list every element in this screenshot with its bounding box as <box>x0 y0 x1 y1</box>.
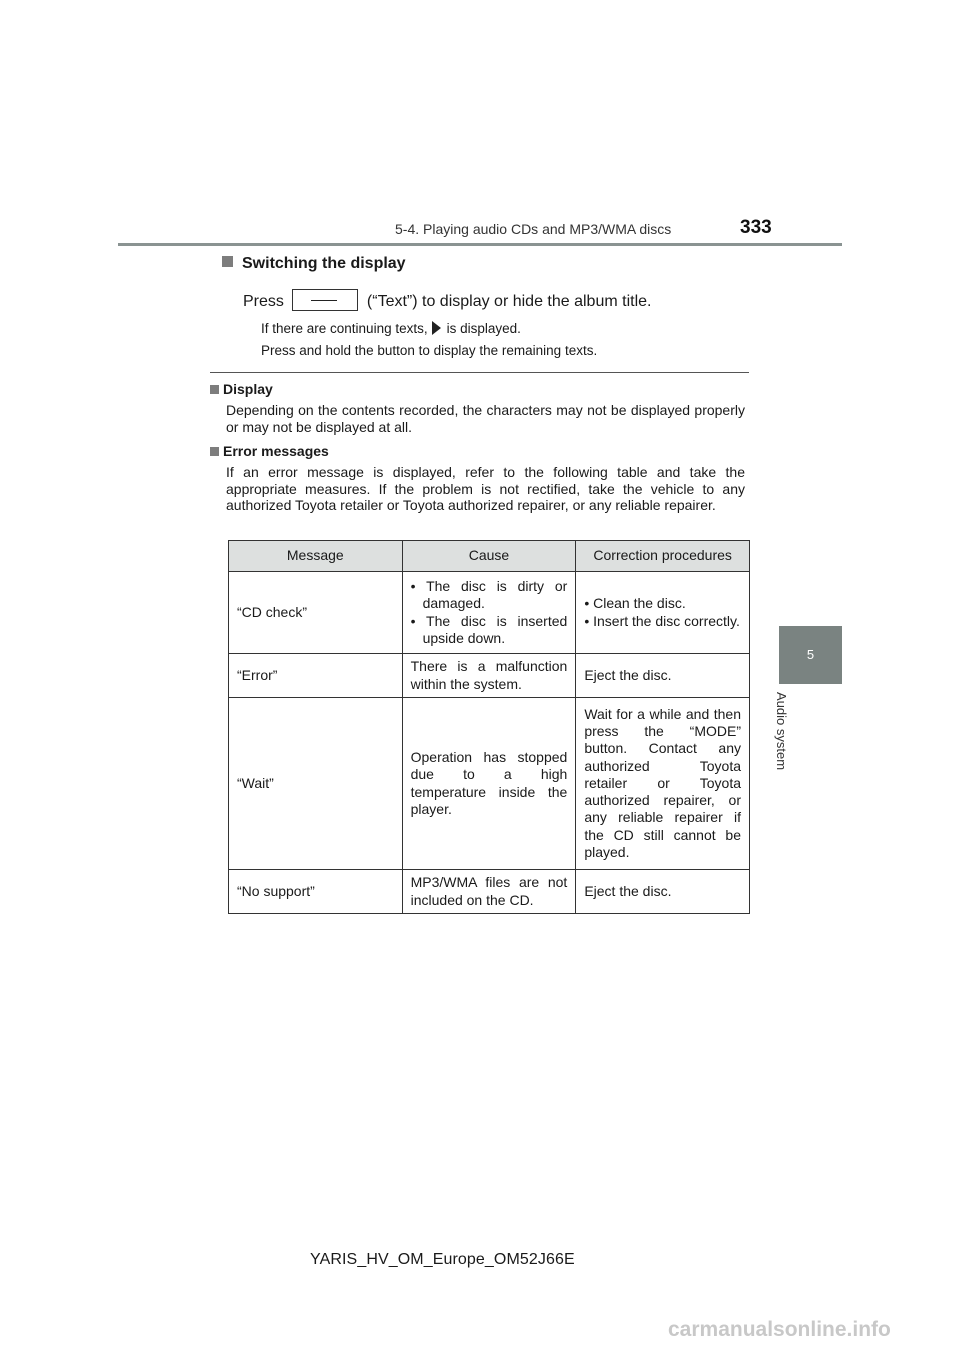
press-hold-note: Press and hold the button to display the remaining texts. <box>261 343 598 358</box>
column-header-message: Message <box>229 541 403 572</box>
continuing-text-note: If there are continuing texts, is displayed. <box>261 321 521 336</box>
correction-cell: Eject the disc. <box>576 870 750 914</box>
cause-cell: Operation has stopped due to a high temperature inside the player. <box>402 698 576 870</box>
document-code: YARIS_HV_OM_Europe_OM52J66E <box>310 1251 575 1268</box>
switching-heading: Switching the display <box>222 255 406 273</box>
cause-cell: There is a malfunction within the system. <box>402 654 576 698</box>
message-cell: “Wait” <box>229 698 403 870</box>
error-messages-heading: Error messages <box>210 443 329 459</box>
heading-square-icon <box>222 256 233 267</box>
heading-square-icon <box>210 447 219 456</box>
correction-cell: Wait for a while and then press the “MODE” button. Contact any authorized Toyota retailer or Toyota authorized repairer, or any reliable repairer if the CD still cannot be played. <box>576 698 750 870</box>
message-cell: “Error” <box>229 654 403 698</box>
table-row <box>229 654 750 698</box>
display-heading: Display <box>210 381 273 397</box>
section-title: 5-4. Playing audio CDs and MP3/WMA discs <box>395 221 672 237</box>
text-button-icon <box>292 289 358 311</box>
press-instruction: Press (“Text”) to display or hide the album title. <box>243 289 651 311</box>
correction-cell: Eject the disc. <box>576 654 750 698</box>
section-divider <box>210 372 749 373</box>
page-number: 333 <box>740 217 772 238</box>
watermark: carmanualsonline.info <box>668 1318 891 1341</box>
table-row <box>229 870 750 914</box>
header-rule <box>118 243 842 246</box>
table-row <box>229 572 750 654</box>
chapter-label: Audio system <box>774 692 789 771</box>
chapter-tab: 5 <box>779 626 842 684</box>
error-messages-table <box>228 540 750 914</box>
message-cell: “CD check” <box>229 572 403 654</box>
table-header-row <box>229 541 750 572</box>
column-header-cause: Cause <box>402 541 576 572</box>
heading-square-icon <box>210 385 219 394</box>
correction-cell: • Clean the disc. • Insert the disc correctly. <box>576 572 750 654</box>
table-row <box>229 698 750 870</box>
message-cell: “No support” <box>229 870 403 914</box>
display-paragraph: Depending on the contents recorded, the characters may not be displayed properly or may not be displayed at all. <box>226 402 745 435</box>
error-messages-paragraph: If an error message is displayed, refer to the following table and take the appropriate measures. If the problem is not rectified, take the vehicle to any authorized Toyota retailer or Toyota authorized repairer, or any reliable repairer. <box>226 464 745 513</box>
column-header-correction: Correction procedures <box>576 541 750 572</box>
continue-arrow-icon <box>432 321 441 335</box>
cause-cell: MP3/WMA files are not included on the CD. <box>402 870 576 914</box>
cause-cell: • The disc is dirty or damaged. • The disc is inserted upside down. <box>402 572 576 654</box>
